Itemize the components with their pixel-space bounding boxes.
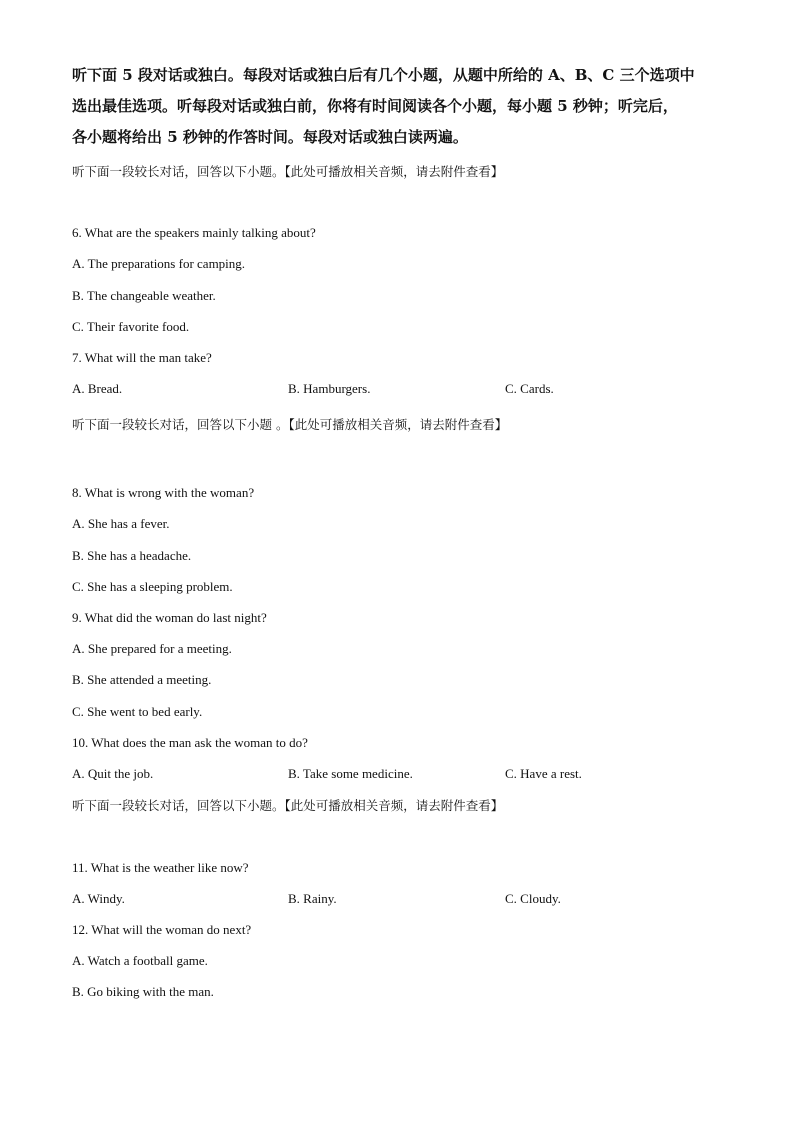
option-b: B. Go biking with the man.	[72, 984, 214, 999]
option-a: A. Watch a football game.	[72, 953, 208, 968]
section-header: 听下面一段较长对话，回答以下小题 。【此处可播放相关音频，请去附件查看】	[72, 417, 508, 432]
option-b: B. She attended a meeting.	[72, 672, 212, 687]
option-b: B. Rainy.	[288, 891, 337, 906]
question-text: 7. What will the man take?	[72, 350, 212, 365]
option-b: B. Take some medicine.	[288, 766, 413, 781]
instructions	[72, 60, 732, 153]
question-text: 9. What did the woman do last night?	[72, 610, 267, 625]
option-a: A. Bread.	[72, 381, 123, 396]
option-a: A. She prepared for a meeting.	[72, 641, 232, 656]
instruction-line: 听下面 5 段对话或独白。每段对话或独白后有几个小题，从题中所给的 A、B、C 三个选项中	[72, 66, 695, 84]
instruction-line: 选出最佳选项。听每段对话或独白前，你将有时间阅读各个小题，每小题 5 秒钟；听完后，	[72, 97, 678, 115]
question-text: 11. What is the weather like now?	[72, 860, 249, 875]
option-b: B. She has a headache.	[72, 548, 192, 563]
option-b: B. Hamburgers.	[288, 381, 371, 396]
option-c: C. Cloudy.	[505, 891, 561, 906]
option-b: B. The changeable weather.	[72, 288, 216, 303]
instruction-line: 各小题将给出 5 秒钟的作答时间。每段对话或独白读两遍。	[72, 128, 468, 146]
option-c: C. Their favorite food.	[72, 319, 190, 334]
option-c: C. Have a rest.	[505, 766, 582, 781]
question-text: 8. What is wrong with the woman?	[72, 485, 255, 500]
section-header: 听下面一段较长对话，回答以下小题。【此处可播放相关音频，请去附件查看】	[72, 164, 504, 179]
option-a: A. She has a fever.	[72, 516, 170, 531]
option-c: C. She has a sleeping problem.	[72, 579, 233, 594]
option-c: C. She went to bed early.	[72, 704, 203, 719]
section-header: 听下面一段较长对话，回答以下小题。【此处可播放相关音频，请去附件查看】	[72, 798, 504, 813]
question-text: 10. What does the man ask the woman to do?	[72, 735, 308, 750]
question-text: 12. What will the woman do next?	[72, 922, 252, 937]
question-text: 6. What are the speakers mainly talking about?	[72, 225, 316, 240]
option-a: A. Windy.	[72, 891, 125, 906]
option-c: C. Cards.	[505, 381, 554, 396]
option-a: A. Quit the job.	[72, 766, 154, 781]
option-a: A. The preparations for camping.	[72, 256, 246, 271]
